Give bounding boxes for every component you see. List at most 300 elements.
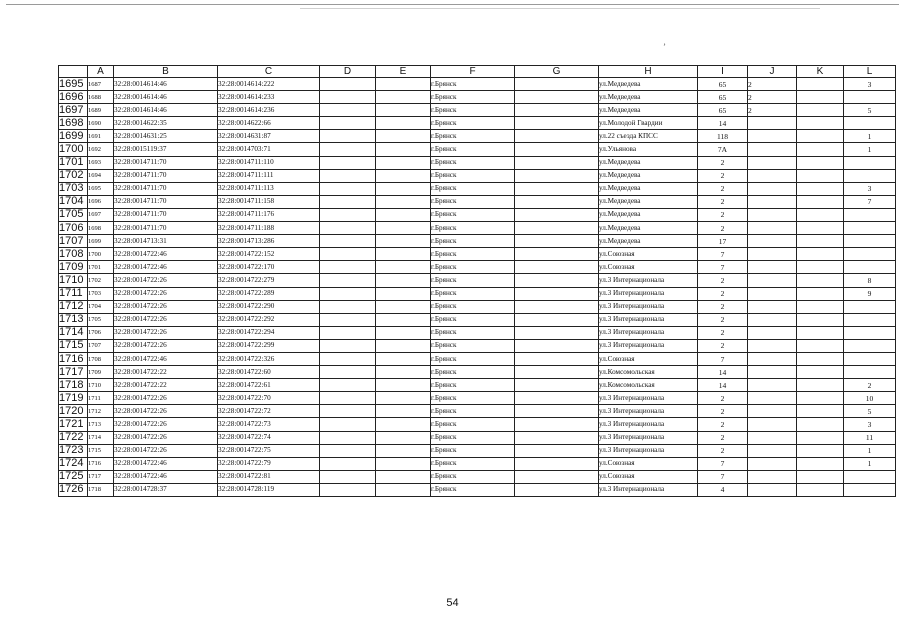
cell-h[interactable]: ул.3 Интернационала: [599, 326, 698, 339]
cell-d[interactable]: [320, 91, 376, 104]
cell-i[interactable]: 2: [698, 287, 748, 300]
cell-f[interactable]: г.Брянск: [431, 195, 515, 208]
cell-a[interactable]: 1717: [88, 470, 114, 483]
cell-e[interactable]: [376, 444, 431, 457]
cell-a[interactable]: 1714: [88, 431, 114, 444]
cell-h[interactable]: ул.Союзная: [599, 352, 698, 365]
cell-d[interactable]: [320, 379, 376, 392]
cell-d[interactable]: [320, 418, 376, 431]
cell-g[interactable]: [515, 169, 599, 182]
cell-a[interactable]: 1692: [88, 143, 114, 156]
cell-l[interactable]: [844, 326, 896, 339]
cell-k[interactable]: [797, 261, 844, 274]
row-number[interactable]: 1716: [59, 352, 88, 365]
cell-a[interactable]: 1702: [88, 274, 114, 287]
cell-i[interactable]: 4: [698, 483, 748, 496]
cell-j[interactable]: [748, 143, 797, 156]
cell-f[interactable]: г.Брянск: [431, 235, 515, 248]
cell-e[interactable]: [376, 235, 431, 248]
cell-c[interactable]: 32:28:0014722:73: [218, 418, 320, 431]
cell-k[interactable]: [797, 300, 844, 313]
cell-d[interactable]: [320, 274, 376, 287]
cell-g[interactable]: [515, 405, 599, 418]
cell-h[interactable]: ул.3 Интернационала: [599, 392, 698, 405]
cell-a[interactable]: 1709: [88, 366, 114, 379]
cell-d[interactable]: [320, 208, 376, 221]
row-number[interactable]: 1701: [59, 156, 88, 169]
cell-i[interactable]: 2: [698, 326, 748, 339]
cell-a[interactable]: 1708: [88, 352, 114, 365]
cell-c[interactable]: 32:28:0014722:170: [218, 261, 320, 274]
row-number[interactable]: 1706: [59, 222, 88, 235]
cell-f[interactable]: г.Брянск: [431, 287, 515, 300]
cell-h[interactable]: ул.Медведева: [599, 208, 698, 221]
row-number[interactable]: 1721: [59, 418, 88, 431]
cell-i[interactable]: 7А: [698, 143, 748, 156]
cell-k[interactable]: [797, 313, 844, 326]
cell-d[interactable]: [320, 261, 376, 274]
cell-k[interactable]: [797, 418, 844, 431]
cell-d[interactable]: [320, 195, 376, 208]
cell-g[interactable]: [515, 274, 599, 287]
cell-f[interactable]: г.Брянск: [431, 274, 515, 287]
cell-g[interactable]: [515, 457, 599, 470]
cell-h[interactable]: ул.Молодой Гвардии: [599, 117, 698, 130]
cell-f[interactable]: г.Брянск: [431, 182, 515, 195]
row-number[interactable]: 1715: [59, 339, 88, 352]
cell-k[interactable]: [797, 130, 844, 143]
cell-f[interactable]: г.Брянск: [431, 130, 515, 143]
cell-j[interactable]: 2: [748, 91, 797, 104]
cell-j[interactable]: [748, 287, 797, 300]
row-number[interactable]: 1719: [59, 392, 88, 405]
column-header[interactable]: J: [748, 66, 797, 78]
cell-c[interactable]: 32:28:0014722:290: [218, 300, 320, 313]
cell-d[interactable]: [320, 392, 376, 405]
cell-d[interactable]: [320, 78, 376, 91]
cell-f[interactable]: г.Брянск: [431, 483, 515, 496]
cell-d[interactable]: [320, 222, 376, 235]
cell-k[interactable]: [797, 379, 844, 392]
cell-e[interactable]: [376, 261, 431, 274]
cell-f[interactable]: г.Брянск: [431, 418, 515, 431]
cell-f[interactable]: г.Брянск: [431, 222, 515, 235]
cell-c[interactable]: 32:28:0014722:75: [218, 444, 320, 457]
row-number[interactable]: 1722: [59, 431, 88, 444]
cell-k[interactable]: [797, 143, 844, 156]
cell-l[interactable]: 8: [844, 274, 896, 287]
cell-d[interactable]: [320, 352, 376, 365]
cell-i[interactable]: 7: [698, 261, 748, 274]
cell-h[interactable]: ул.3 Интернационала: [599, 483, 698, 496]
cell-a[interactable]: 1715: [88, 444, 114, 457]
cell-k[interactable]: [797, 91, 844, 104]
cell-i[interactable]: 14: [698, 117, 748, 130]
cell-l[interactable]: [844, 366, 896, 379]
cell-i[interactable]: 2: [698, 300, 748, 313]
cell-j[interactable]: [748, 208, 797, 221]
cell-j[interactable]: [748, 457, 797, 470]
cell-h[interactable]: ул.Медведева: [599, 78, 698, 91]
cell-k[interactable]: [797, 483, 844, 496]
cell-h[interactable]: ул.Медведева: [599, 104, 698, 117]
cell-f[interactable]: г.Брянск: [431, 313, 515, 326]
cell-l[interactable]: 11: [844, 431, 896, 444]
cell-f[interactable]: г.Брянск: [431, 444, 515, 457]
cell-f[interactable]: г.Брянск: [431, 366, 515, 379]
cell-a[interactable]: 1699: [88, 235, 114, 248]
cell-c[interactable]: 32:28:0014722:72: [218, 405, 320, 418]
cell-l[interactable]: [844, 300, 896, 313]
cell-l[interactable]: [844, 169, 896, 182]
cell-d[interactable]: [320, 182, 376, 195]
cell-e[interactable]: [376, 326, 431, 339]
cell-h[interactable]: ул.3 Интернационала: [599, 287, 698, 300]
row-number[interactable]: 1723: [59, 444, 88, 457]
row-number[interactable]: 1699: [59, 130, 88, 143]
cell-l[interactable]: 1: [844, 130, 896, 143]
cell-i[interactable]: 17: [698, 235, 748, 248]
cell-j[interactable]: [748, 235, 797, 248]
cell-b[interactable]: 32:28:0014722:26: [114, 339, 218, 352]
cell-g[interactable]: [515, 352, 599, 365]
cell-a[interactable]: 1687: [88, 78, 114, 91]
cell-k[interactable]: [797, 470, 844, 483]
cell-i[interactable]: 118: [698, 130, 748, 143]
cell-d[interactable]: [320, 313, 376, 326]
cell-a[interactable]: 1705: [88, 313, 114, 326]
cell-b[interactable]: 32:28:0014711:70: [114, 195, 218, 208]
row-number[interactable]: 1709: [59, 261, 88, 274]
column-header[interactable]: F: [431, 66, 515, 78]
cell-g[interactable]: [515, 261, 599, 274]
cell-d[interactable]: [320, 326, 376, 339]
cell-b[interactable]: 32:28:0014722:26: [114, 326, 218, 339]
cell-k[interactable]: [797, 235, 844, 248]
column-header[interactable]: H: [599, 66, 698, 78]
cell-b[interactable]: 32:28:0014722:26: [114, 405, 218, 418]
cell-g[interactable]: [515, 470, 599, 483]
cell-g[interactable]: [515, 195, 599, 208]
cell-j[interactable]: [748, 274, 797, 287]
cell-c[interactable]: 32:28:0014722:79: [218, 457, 320, 470]
cell-l[interactable]: [844, 470, 896, 483]
cell-i[interactable]: 65: [698, 78, 748, 91]
cell-e[interactable]: [376, 483, 431, 496]
cell-c[interactable]: 32:28:0014631:87: [218, 130, 320, 143]
cell-f[interactable]: г.Брянск: [431, 300, 515, 313]
cell-e[interactable]: [376, 313, 431, 326]
row-number[interactable]: 1698: [59, 117, 88, 130]
row-number[interactable]: 1711: [59, 287, 88, 300]
cell-a[interactable]: 1691: [88, 130, 114, 143]
cell-j[interactable]: [748, 117, 797, 130]
cell-j[interactable]: [748, 300, 797, 313]
cell-a[interactable]: 1713: [88, 418, 114, 431]
cell-b[interactable]: 32:28:0014722:26: [114, 418, 218, 431]
cell-d[interactable]: [320, 248, 376, 261]
row-number[interactable]: 1717: [59, 366, 88, 379]
cell-h[interactable]: ул.3 Интернационала: [599, 431, 698, 444]
cell-d[interactable]: [320, 339, 376, 352]
cell-g[interactable]: [515, 431, 599, 444]
row-number[interactable]: 1697: [59, 104, 88, 117]
cell-f[interactable]: г.Брянск: [431, 379, 515, 392]
row-number[interactable]: 1707: [59, 235, 88, 248]
cell-e[interactable]: [376, 104, 431, 117]
cell-c[interactable]: 32:28:0014703:71: [218, 143, 320, 156]
cell-c[interactable]: 32:28:0014722:292: [218, 313, 320, 326]
cell-f[interactable]: г.Брянск: [431, 392, 515, 405]
cell-f[interactable]: г.Брянск: [431, 405, 515, 418]
cell-a[interactable]: 1704: [88, 300, 114, 313]
cell-b[interactable]: 32:28:0014722:46: [114, 248, 218, 261]
cell-j[interactable]: [748, 379, 797, 392]
cell-b[interactable]: 32:28:0014614:46: [114, 104, 218, 117]
cell-e[interactable]: [376, 248, 431, 261]
cell-h[interactable]: ул.Медведева: [599, 222, 698, 235]
cell-c[interactable]: 32:28:0014711:111: [218, 169, 320, 182]
cell-k[interactable]: [797, 339, 844, 352]
column-header[interactable]: C: [218, 66, 320, 78]
cell-h[interactable]: ул.Медведева: [599, 91, 698, 104]
cell-a[interactable]: 1706: [88, 326, 114, 339]
row-number[interactable]: 1703: [59, 182, 88, 195]
cell-d[interactable]: [320, 300, 376, 313]
cell-l[interactable]: [844, 91, 896, 104]
cell-i[interactable]: 2: [698, 405, 748, 418]
cell-d[interactable]: [320, 287, 376, 300]
cell-l[interactable]: [844, 339, 896, 352]
cell-c[interactable]: 32:28:0014722:279: [218, 274, 320, 287]
cell-a[interactable]: 1703: [88, 287, 114, 300]
cell-j[interactable]: [748, 130, 797, 143]
cell-l[interactable]: [844, 156, 896, 169]
cell-b[interactable]: 32:28:0014722:22: [114, 366, 218, 379]
cell-c[interactable]: 32:28:0014614:222: [218, 78, 320, 91]
cell-e[interactable]: [376, 418, 431, 431]
cell-i[interactable]: 2: [698, 418, 748, 431]
cell-d[interactable]: [320, 130, 376, 143]
cell-h[interactable]: ул.Медведева: [599, 182, 698, 195]
cell-c[interactable]: 32:28:0014722:61: [218, 379, 320, 392]
cell-d[interactable]: [320, 169, 376, 182]
cell-k[interactable]: [797, 457, 844, 470]
cell-d[interactable]: [320, 457, 376, 470]
column-header[interactable]: K: [797, 66, 844, 78]
row-number[interactable]: 1725: [59, 470, 88, 483]
cell-e[interactable]: [376, 366, 431, 379]
cell-a[interactable]: 1710: [88, 379, 114, 392]
cell-h[interactable]: ул.3 Интернационала: [599, 405, 698, 418]
row-number[interactable]: 1713: [59, 313, 88, 326]
cell-f[interactable]: г.Брянск: [431, 326, 515, 339]
cell-g[interactable]: [515, 366, 599, 379]
cell-b[interactable]: 32:28:0014722:46: [114, 352, 218, 365]
cell-g[interactable]: [515, 483, 599, 496]
cell-j[interactable]: [748, 156, 797, 169]
cell-i[interactable]: 2: [698, 444, 748, 457]
cell-b[interactable]: 32:28:0014722:46: [114, 457, 218, 470]
cell-l[interactable]: 3: [844, 418, 896, 431]
cell-d[interactable]: [320, 104, 376, 117]
cell-b[interactable]: 32:28:0014722:26: [114, 300, 218, 313]
cell-b[interactable]: 32:28:0015119:37: [114, 143, 218, 156]
cell-j[interactable]: [748, 470, 797, 483]
cell-g[interactable]: [515, 156, 599, 169]
cell-e[interactable]: [376, 405, 431, 418]
cell-e[interactable]: [376, 143, 431, 156]
cell-e[interactable]: [376, 470, 431, 483]
cell-h[interactable]: ул.3 Интернационала: [599, 274, 698, 287]
cell-h[interactable]: ул.Комсомольская: [599, 366, 698, 379]
cell-f[interactable]: г.Брянск: [431, 208, 515, 221]
cell-k[interactable]: [797, 274, 844, 287]
cell-i[interactable]: 7: [698, 457, 748, 470]
cell-g[interactable]: [515, 78, 599, 91]
cell-j[interactable]: [748, 169, 797, 182]
cell-c[interactable]: 32:28:0014722:74: [218, 431, 320, 444]
cell-j[interactable]: [748, 248, 797, 261]
cell-c[interactable]: 32:28:0014713:286: [218, 235, 320, 248]
cell-d[interactable]: [320, 470, 376, 483]
cell-b[interactable]: 32:28:0014711:70: [114, 222, 218, 235]
cell-k[interactable]: [797, 366, 844, 379]
cell-k[interactable]: [797, 352, 844, 365]
cell-j[interactable]: [748, 352, 797, 365]
cell-e[interactable]: [376, 379, 431, 392]
cell-k[interactable]: [797, 208, 844, 221]
cell-e[interactable]: [376, 208, 431, 221]
row-number[interactable]: 1704: [59, 195, 88, 208]
cell-f[interactable]: г.Брянск: [431, 431, 515, 444]
column-header[interactable]: G: [515, 66, 599, 78]
cell-f[interactable]: г.Брянск: [431, 143, 515, 156]
cell-c[interactable]: 32:28:0014614:233: [218, 91, 320, 104]
cell-f[interactable]: г.Брянск: [431, 169, 515, 182]
cell-a[interactable]: 1718: [88, 483, 114, 496]
cell-k[interactable]: [797, 222, 844, 235]
cell-b[interactable]: 32:28:0014622:35: [114, 117, 218, 130]
cell-c[interactable]: 32:28:0014728:119: [218, 483, 320, 496]
cell-c[interactable]: 32:28:0014722:81: [218, 470, 320, 483]
cell-g[interactable]: [515, 235, 599, 248]
cell-l[interactable]: 3: [844, 78, 896, 91]
cell-e[interactable]: [376, 339, 431, 352]
cell-l[interactable]: [844, 235, 896, 248]
cell-e[interactable]: [376, 182, 431, 195]
cell-i[interactable]: 2: [698, 169, 748, 182]
cell-h[interactable]: ул.3 Интернационала: [599, 300, 698, 313]
cell-a[interactable]: 1716: [88, 457, 114, 470]
column-header[interactable]: E: [376, 66, 431, 78]
cell-l[interactable]: 10: [844, 392, 896, 405]
cell-b[interactable]: 32:28:0014722:26: [114, 287, 218, 300]
cell-b[interactable]: 32:28:0014722:26: [114, 392, 218, 405]
row-number[interactable]: 1712: [59, 300, 88, 313]
cell-j[interactable]: [748, 392, 797, 405]
cell-g[interactable]: [515, 208, 599, 221]
cell-k[interactable]: [797, 104, 844, 117]
cell-c[interactable]: 32:28:0014722:60: [218, 366, 320, 379]
cell-a[interactable]: 1695: [88, 182, 114, 195]
cell-f[interactable]: г.Брянск: [431, 91, 515, 104]
row-number[interactable]: 1726: [59, 483, 88, 496]
cell-g[interactable]: [515, 287, 599, 300]
cell-l[interactable]: [844, 313, 896, 326]
cell-g[interactable]: [515, 182, 599, 195]
cell-a[interactable]: 1697: [88, 208, 114, 221]
cell-i[interactable]: 7: [698, 248, 748, 261]
cell-j[interactable]: 2: [748, 78, 797, 91]
cell-a[interactable]: 1701: [88, 261, 114, 274]
cell-c[interactable]: 32:28:0014711:158: [218, 195, 320, 208]
cell-c[interactable]: 32:28:0014722:289: [218, 287, 320, 300]
cell-e[interactable]: [376, 431, 431, 444]
cell-l[interactable]: [844, 483, 896, 496]
cell-c[interactable]: 32:28:0014622:66: [218, 117, 320, 130]
cell-h[interactable]: ул.22 съезда КПСС: [599, 130, 698, 143]
cell-g[interactable]: [515, 392, 599, 405]
cell-f[interactable]: г.Брянск: [431, 117, 515, 130]
cell-b[interactable]: 32:28:0014722:26: [114, 444, 218, 457]
cell-a[interactable]: 1688: [88, 91, 114, 104]
row-number[interactable]: 1695: [59, 78, 88, 91]
cell-e[interactable]: [376, 130, 431, 143]
cell-b[interactable]: 32:28:0014711:70: [114, 169, 218, 182]
row-number[interactable]: 1714: [59, 326, 88, 339]
cell-e[interactable]: [376, 392, 431, 405]
row-number[interactable]: 1708: [59, 248, 88, 261]
cell-b[interactable]: 32:28:0014722:46: [114, 261, 218, 274]
cell-g[interactable]: [515, 130, 599, 143]
cell-i[interactable]: 65: [698, 91, 748, 104]
cell-h[interactable]: ул.Союзная: [599, 470, 698, 483]
row-number[interactable]: 1718: [59, 379, 88, 392]
cell-c[interactable]: 32:28:0014614:236: [218, 104, 320, 117]
cell-j[interactable]: [748, 483, 797, 496]
cell-b[interactable]: 32:28:0014722:22: [114, 379, 218, 392]
cell-j[interactable]: [748, 182, 797, 195]
cell-g[interactable]: [515, 300, 599, 313]
cell-i[interactable]: 2: [698, 195, 748, 208]
cell-e[interactable]: [376, 169, 431, 182]
cell-j[interactable]: [748, 418, 797, 431]
cell-l[interactable]: [844, 352, 896, 365]
cell-i[interactable]: 7: [698, 470, 748, 483]
cell-e[interactable]: [376, 117, 431, 130]
row-number[interactable]: 1700: [59, 143, 88, 156]
cell-j[interactable]: [748, 405, 797, 418]
cell-b[interactable]: 32:28:0014614:46: [114, 91, 218, 104]
cell-l[interactable]: 5: [844, 104, 896, 117]
row-number[interactable]: 1724: [59, 457, 88, 470]
cell-g[interactable]: [515, 222, 599, 235]
cell-g[interactable]: [515, 444, 599, 457]
cell-d[interactable]: [320, 444, 376, 457]
cell-e[interactable]: [376, 274, 431, 287]
cell-l[interactable]: [844, 117, 896, 130]
cell-h[interactable]: ул.Союзная: [599, 248, 698, 261]
cell-l[interactable]: [844, 261, 896, 274]
cell-k[interactable]: [797, 117, 844, 130]
cell-l[interactable]: 1: [844, 457, 896, 470]
row-number[interactable]: 1696: [59, 91, 88, 104]
cell-d[interactable]: [320, 235, 376, 248]
cell-e[interactable]: [376, 156, 431, 169]
cell-b[interactable]: 32:28:0014722:26: [114, 313, 218, 326]
cell-d[interactable]: [320, 405, 376, 418]
